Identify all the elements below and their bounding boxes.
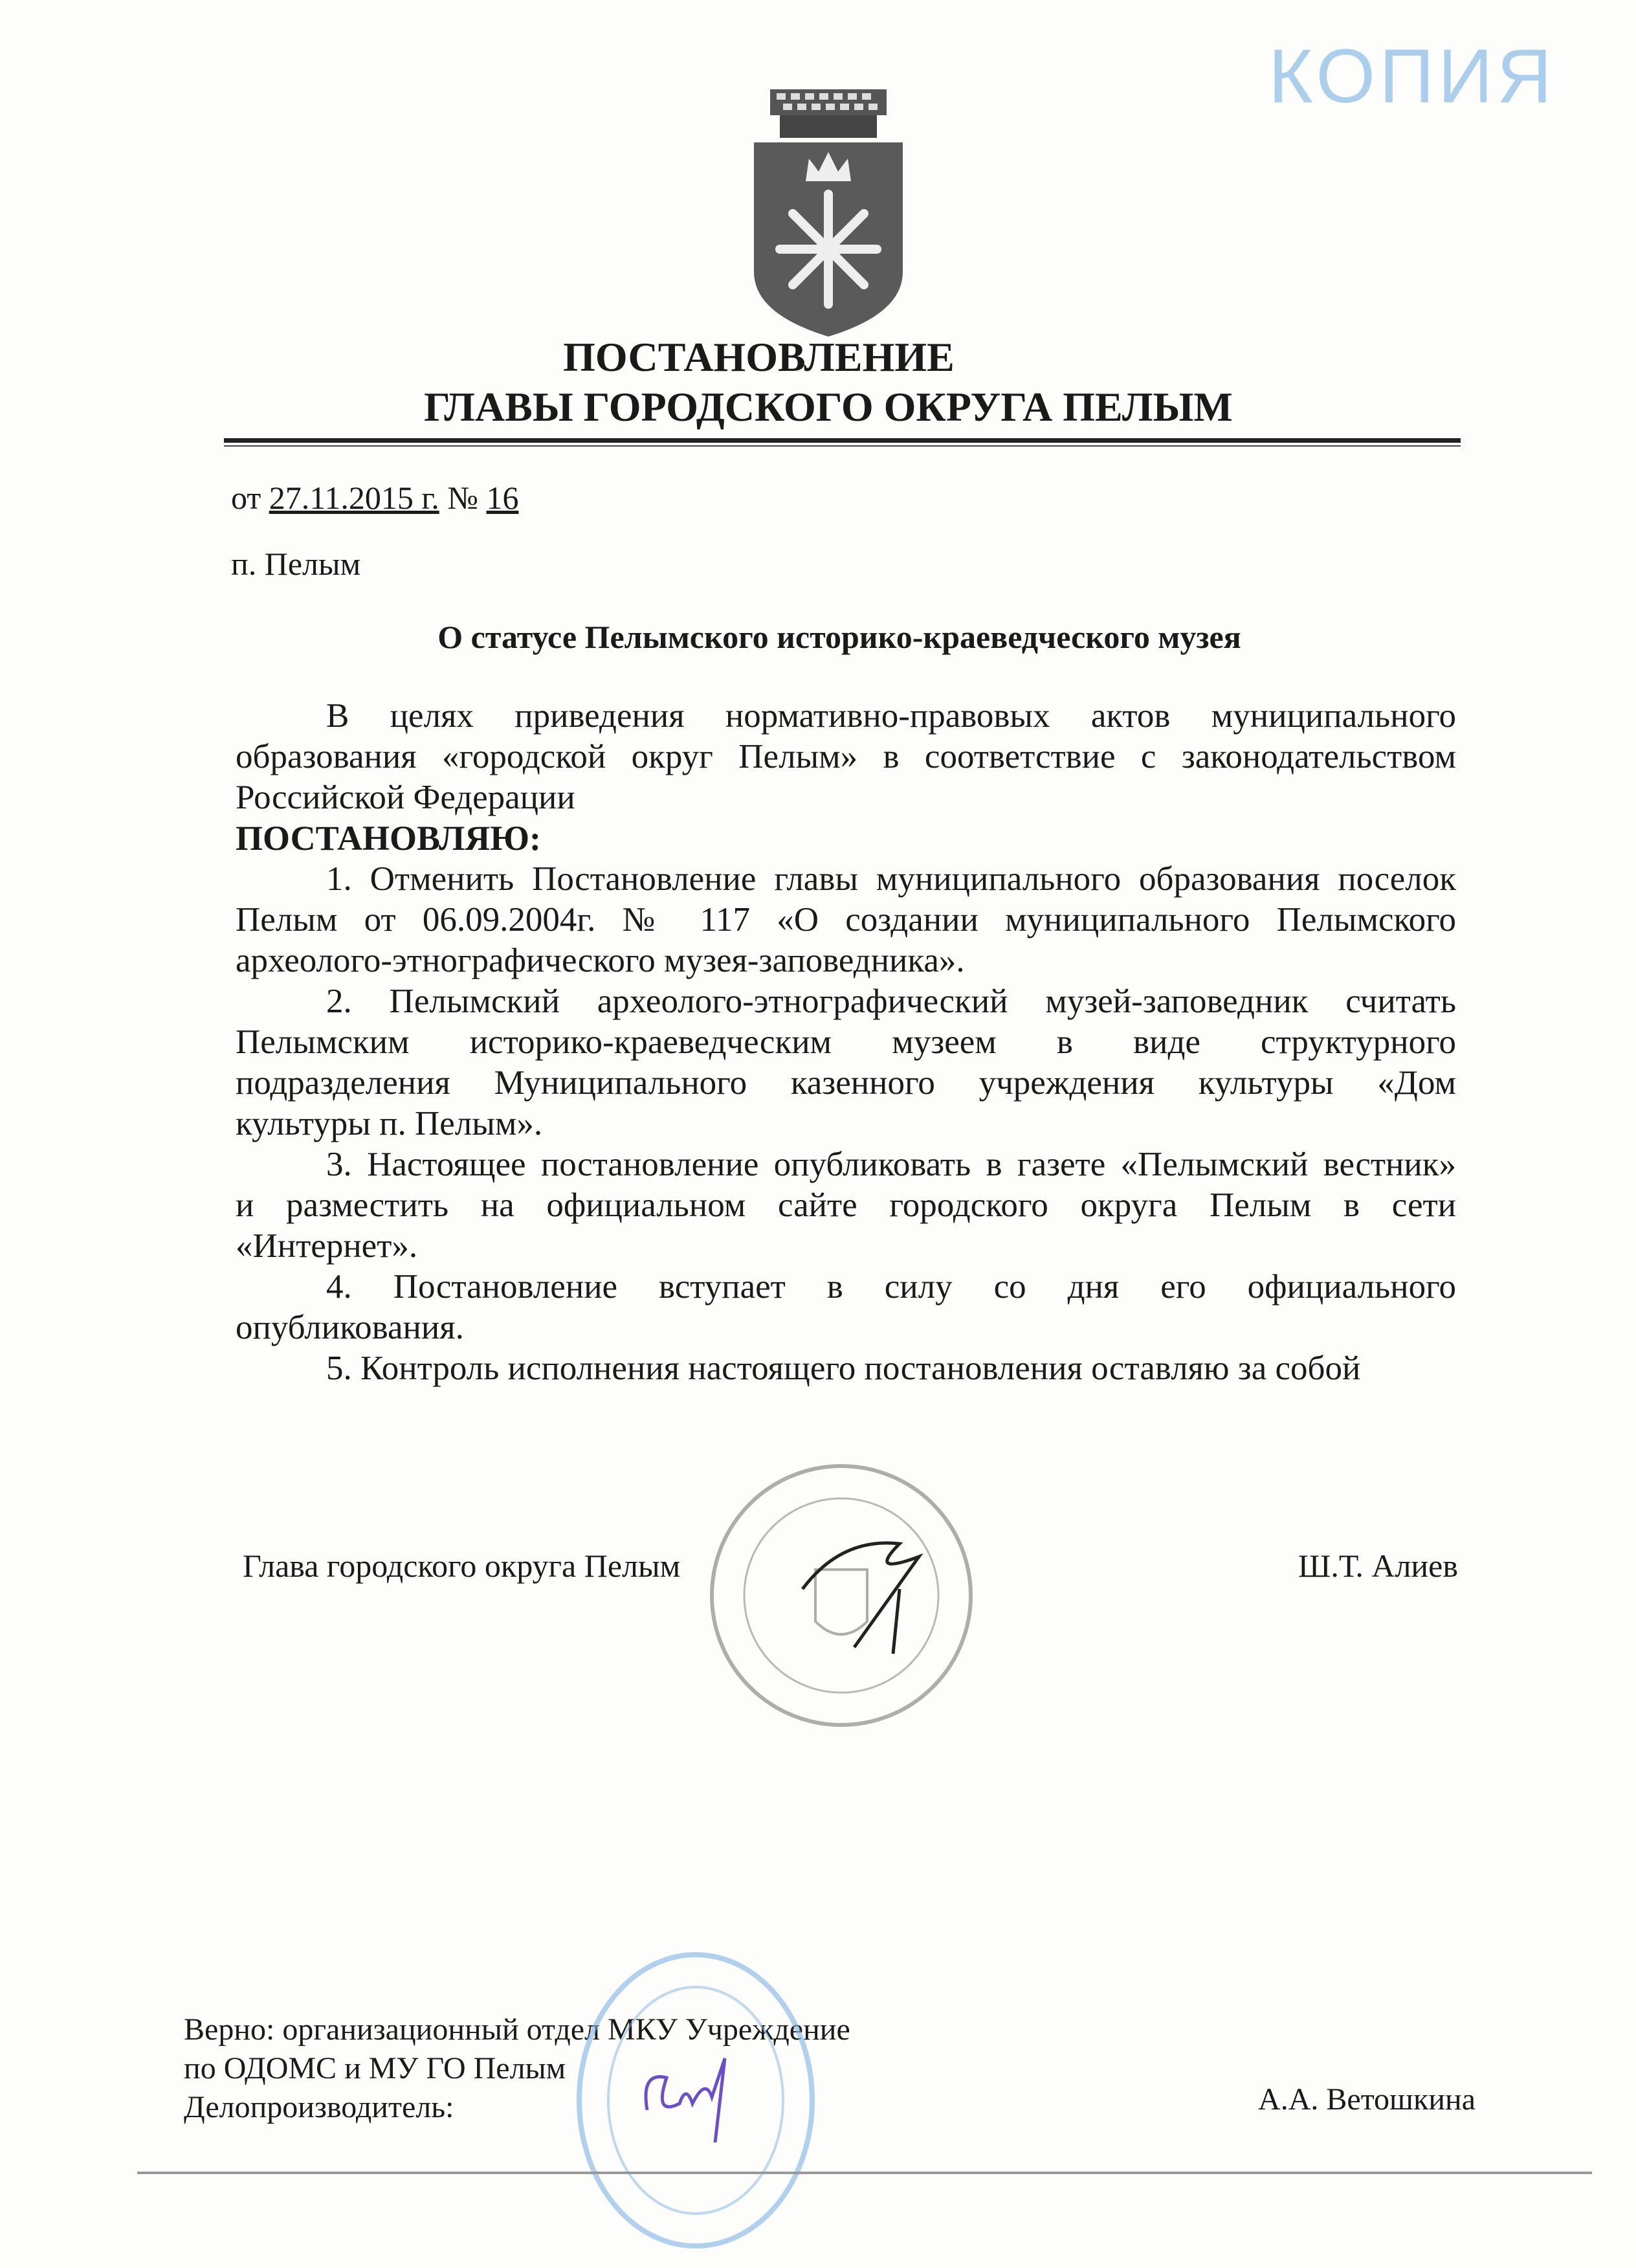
preamble-line: Российской Федерации xyxy=(236,779,575,816)
signature-position: Глава городского округа Пелым xyxy=(243,1548,681,1584)
preamble-line: В целях приведения нормативно-правовых актов муниципального xyxy=(326,697,1456,735)
resolution-item-line: подразделения Муниципального казенного учреждения культуры «Дом xyxy=(236,1064,1456,1102)
header-rule xyxy=(224,438,1461,443)
resolution-item-line: опубликования. xyxy=(236,1309,464,1346)
resolution-item-line: Пелым от 06.09.2004г. № 117 «О создании муниципального Пелымского xyxy=(236,901,1456,939)
resolution-item-line: 2. Пелымский археолого-этнографический музей-заповедник считать xyxy=(326,983,1456,1020)
footer-rule xyxy=(137,2172,1592,2174)
document-body xyxy=(236,696,1456,1389)
document-heading: О статусе Пелымского историко-краеведческого музея xyxy=(437,619,1241,655)
document-place: п. Пелым xyxy=(231,546,361,582)
resolution-item-line: культуры п. Пелым». xyxy=(236,1105,543,1142)
coat-of-arms-icon xyxy=(744,84,912,340)
resolve-heading: ПОСТАНОВЛЯЮ: xyxy=(236,819,541,858)
preamble-line: образования «городской округ Пелым» в соответствие с законодательством xyxy=(236,738,1456,775)
resolution-item-line: 5. Контроль исполнения настоящего постановления оставляю за собой xyxy=(326,1350,1361,1387)
resolution-item-line: археолого-этнографического музея-заповедника». xyxy=(236,942,965,979)
header-rule-thin xyxy=(224,445,1461,447)
clerk-label: Делопроизводитель: xyxy=(184,2090,454,2124)
number-prefix: № xyxy=(439,480,487,516)
resolution-item-line: и разместить на официальном сайте городского округа Пелым в сети xyxy=(236,1186,1456,1224)
resolution-item-line: 3. Настоящее постановление опубликовать в газете «Пелымский вестник» xyxy=(326,1146,1456,1183)
resolution-item-line: 1. Отменить Постановление главы муниципального образования поселок xyxy=(326,860,1456,898)
resolution-item-line: «Интернет». xyxy=(236,1227,418,1265)
document-date: 27.11.2015 г. xyxy=(269,480,439,516)
resolution-item-line: 4. Постановление вступает в силу со дня его официального xyxy=(326,1268,1456,1306)
certification-line: по ОДОМС и МУ ГО Пелым xyxy=(184,2051,566,2085)
official-seal-icon xyxy=(705,1460,977,1731)
document-date-number xyxy=(231,479,518,517)
resolution-item-line: Пелымским историко-краеведческим музеем в виде структурного xyxy=(236,1023,1456,1061)
date-prefix: от xyxy=(231,480,269,516)
certification-line: Верно: организационный отдел МКУ Учреждение xyxy=(184,2012,850,2047)
document-title: ПОСТАНОВЛЕНИЕ xyxy=(563,334,955,380)
clerk-name: А.А. Ветошкина xyxy=(1258,2082,1476,2117)
document-subtitle: ГЛАВЫ ГОРОДСКОГО ОКРУГА ПЕЛЫМ xyxy=(424,384,1233,430)
document-number: 16 xyxy=(486,480,519,516)
signature-name: Ш.Т. Алиев xyxy=(1298,1548,1458,1584)
copy-stamp: КОПИЯ xyxy=(1268,34,1556,119)
blue-seal-icon xyxy=(544,1948,848,2252)
